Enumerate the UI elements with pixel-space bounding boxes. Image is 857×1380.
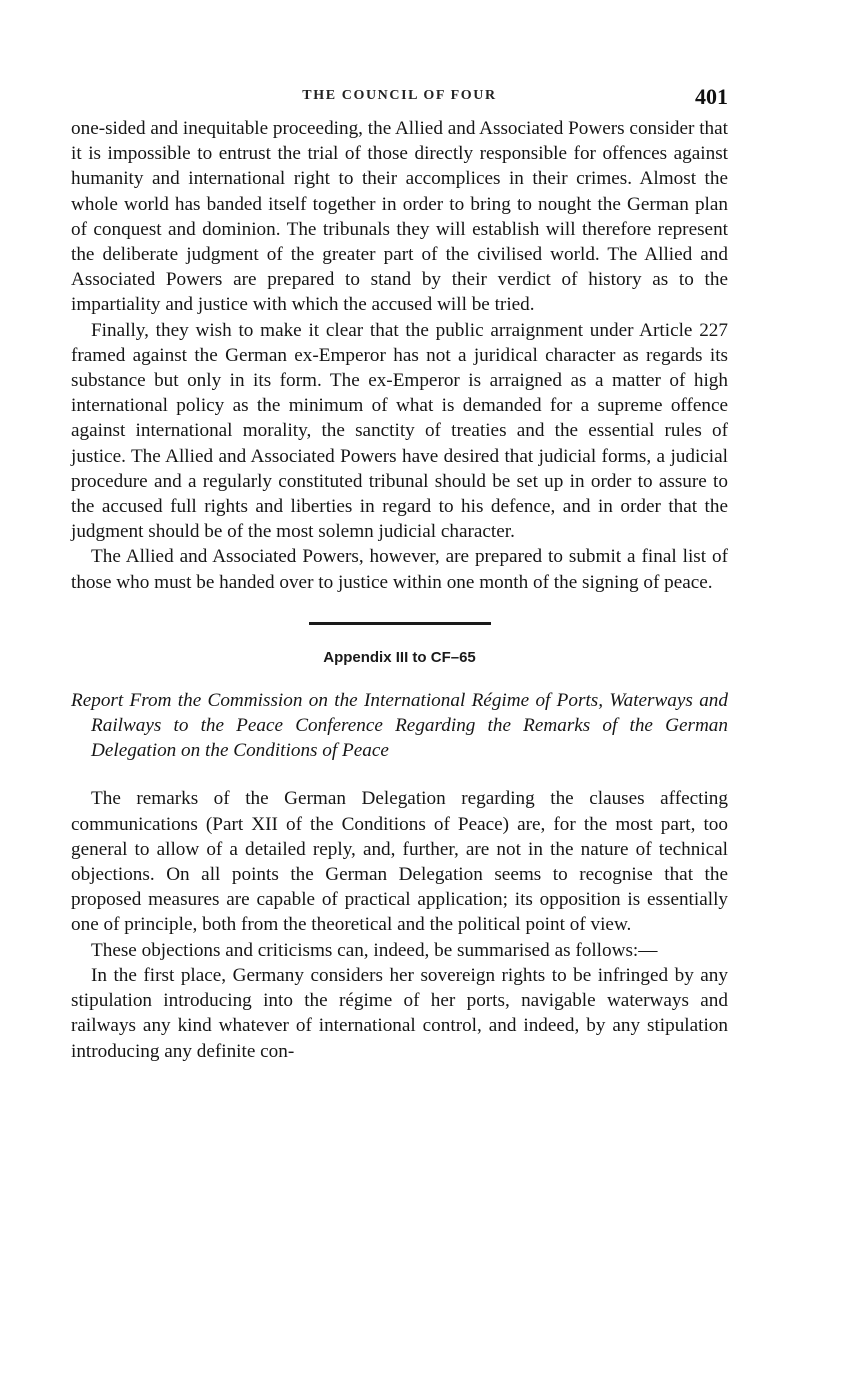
paragraph: one-sided and inequitable proceeding, the Allied and Associated Powers consider that it is impossible to entrust the trial of those directly responsible for offences against humanity and international right to their accomplices in their crimes. Almost the whole world has banded itself together in order to bring to nought the German plan of conquest and dominion. The tribunals they will establish will therefore represent the deliberate judgment of the greater part of the civilised world. The Allied and Associated Powers are prepared to stand by their verdict of history as to the impartiality and justice with which the accused will be tried.	[71, 118, 728, 316]
page-number: 401	[695, 84, 728, 109]
running-title: THE COUNCIL OF FOUR	[302, 88, 497, 103]
paragraph: The remarks of the German Delegation regarding the clauses affecting communications (Part XII of the Conditions of Peace) are, for the most part, too general to allow of a detailed reply, and, further, are not in the nature of technical objections. On all points the German Delegation seems to recognise that the proposed measures are capable of practical application; its opposition is essentially one of principle, both from the theoretical and the political point of view.	[71, 788, 728, 936]
body-section-bottom	[71, 786, 728, 1063]
document-page	[71, 84, 728, 1064]
section-divider	[309, 622, 491, 625]
appendix-heading: Appendix III to CF–65	[323, 648, 476, 666]
paragraph: These objections and criticisms can, indeed, be summarised as follows:—	[91, 939, 658, 961]
report-title: Report From the Commission on the International Régime of Ports, Waterways and Railways to the Peace Conference Regarding the Remarks of the German Delegation on the Conditions of Peace	[71, 689, 728, 762]
body-section-top	[71, 116, 728, 595]
paragraph: In the first place, Germany considers her sovereign rights to be infringed by any stipulation introducing into the régime of her ports, navigable waterways and railways any kind whatever of international control, and indeed, by any stipulation introducing any definite con-	[71, 964, 728, 1062]
paragraph: Finally, they wish to make it clear that the public arraignment under Article 227 framed against the German ex-Emperor has not a juridical character as regards its substance but only in its form. The ex-Emperor is arraigned as a matter of high international policy as the minimum of what is demanded for a supreme offence against international morality, the sanctity of treaties and the essential rules of justice. The Allied and Associated Powers have desired that judicial forms, a judicial procedure and a regularly constituted tribunal should be set up in order to assure to the accused full rights and liberties in regard to his defence, and in order that the judgment should be of the most solemn judicial character.	[71, 319, 728, 543]
running-header	[71, 84, 728, 116]
paragraph: The Allied and Associated Powers, however, are prepared to submit a final list of those who must be handed over to justice within one month of the signing of peace.	[71, 546, 728, 593]
